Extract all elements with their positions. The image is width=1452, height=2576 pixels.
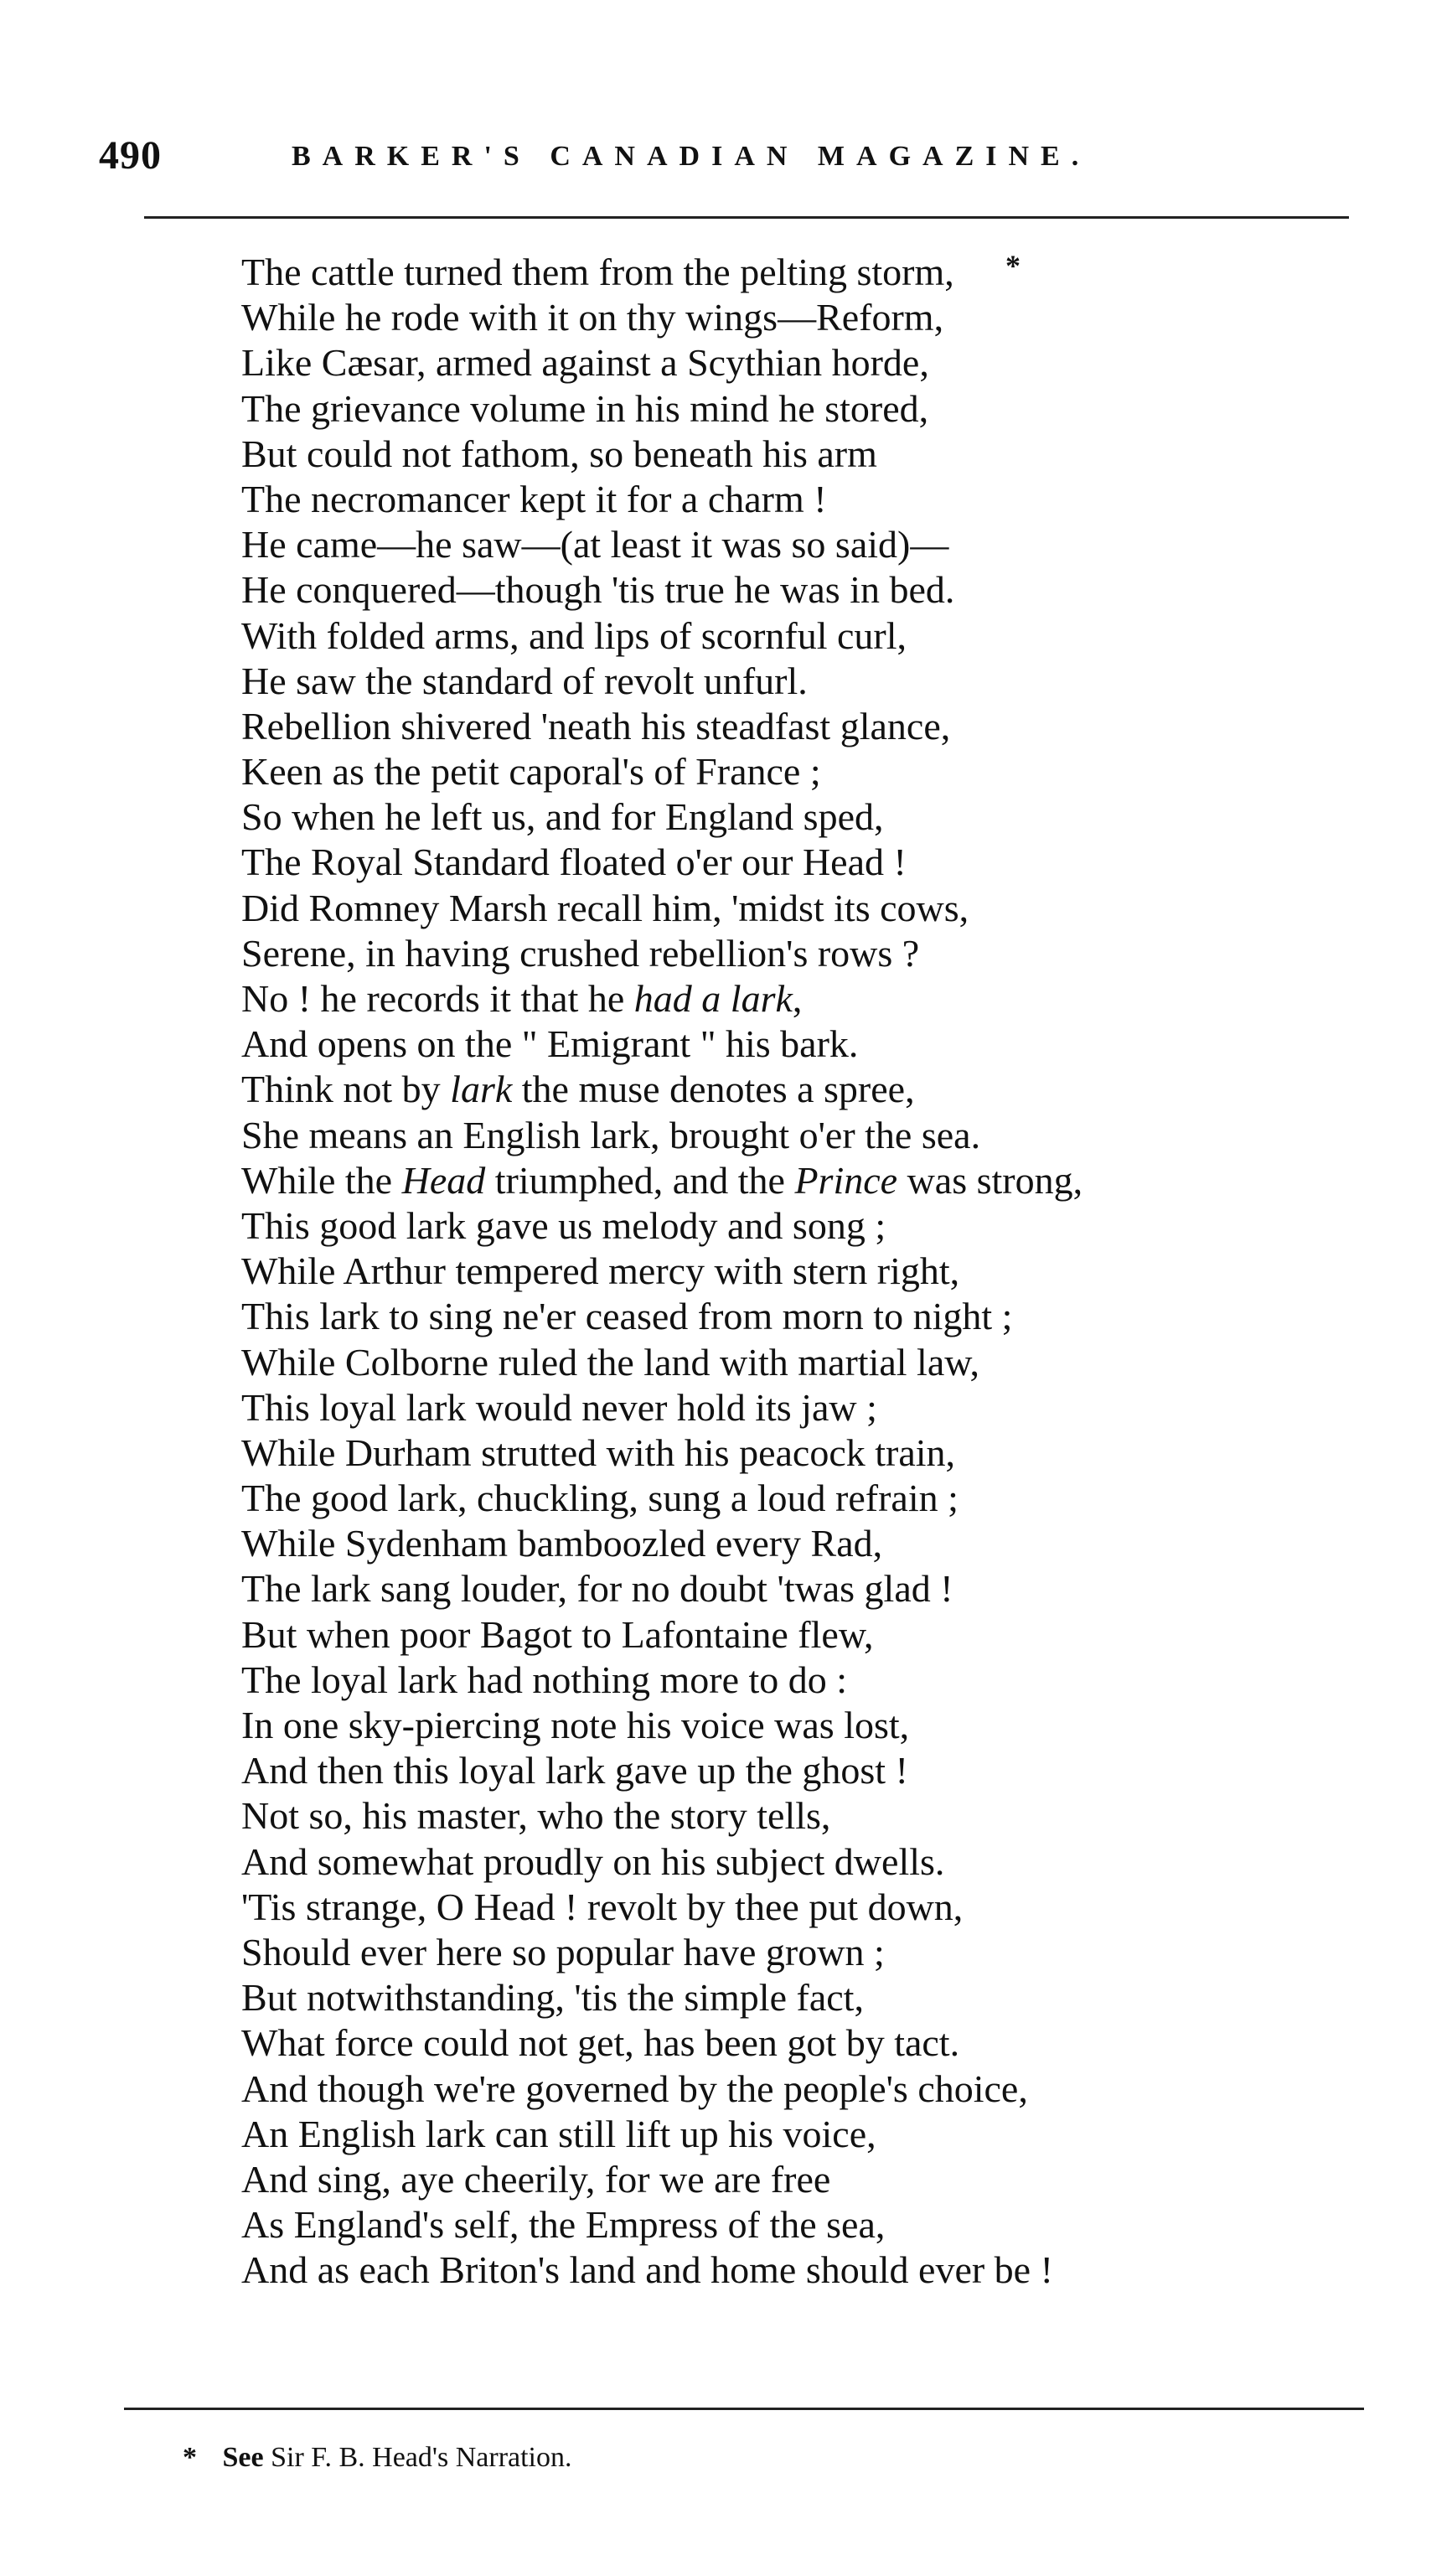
line-text: triumphed, and the (485, 1158, 795, 1202)
poem-line: The loyal lark had nothing more to do : (241, 1658, 848, 1701)
poem-line: The lark sang louder, for no doubt 'twas glad ! (241, 1567, 953, 1611)
poem-line: This good lark gave us melody and song ; (241, 1203, 886, 1247)
poem-line: What force could not get, has been got by tact. (241, 2021, 960, 2065)
poem-line: And sing, aye cheerily, for we are free (241, 2157, 831, 2201)
footnote-reference-mark: * (1005, 249, 1021, 282)
poem-line: He conquered—though 'tis true he was in bed. (241, 568, 955, 612)
poem-line: So when he left us, and for England sped, (241, 795, 884, 839)
line-text: Think not by (241, 1068, 451, 1111)
footnote-rule (124, 2408, 1364, 2410)
poem-line: The grievance volume in his mind he stored, (241, 386, 929, 430)
poem-line: And as each Briton's land and home should ever be ! (241, 2248, 1053, 2292)
italic-text: had a lark (633, 977, 793, 1020)
poem-line: With folded arms, and lips of scornful curl, (241, 613, 907, 657)
poem-line: He saw the standard of revolt unfurl. (241, 659, 808, 702)
line-text: the muse denotes a spree, (512, 1068, 915, 1111)
poem-line: And opens on the " Emigrant " his bark. (241, 1022, 859, 1066)
poem-line: An English lark can still lift up his voice, (241, 2112, 876, 2155)
poem-line: As England's self, the Empress of the sea, (241, 2203, 886, 2247)
poem-line: The good lark, chuckling, sung a loud refrain ; (241, 1477, 959, 1520)
italic-text: lark (450, 1068, 513, 1111)
footnote-see: See (222, 2442, 264, 2473)
poem-line: She means an English lark, brought o'er the sea. (241, 1113, 981, 1156)
poem-line (241, 1158, 1381, 1203)
poem-line: And though we're governed by the people's choice, (241, 2066, 1028, 2110)
poem-line: Keen as the petit caporal's of France ; (241, 750, 821, 794)
poem-line: Not so, his master, who the story tells, (241, 1794, 831, 1838)
poem-line: Should ever here so popular have grown ; (241, 1930, 885, 1973)
poem-line: Rebellion shivered 'neath his steadfast glance, (241, 704, 951, 747)
poem-line: Serene, in having crushed rebellion's rows ? (241, 931, 920, 975)
page-header (99, 132, 1356, 183)
page-number: 490 (99, 133, 162, 178)
running-head: BARKER'S CANADIAN MAGAZINE. (292, 141, 1091, 172)
footnote (183, 2442, 572, 2474)
poem-line: But notwithstanding, 'tis the simple fact, (241, 1976, 864, 2020)
poem-line: While he rode with it on thy wings—Reform, (241, 296, 944, 339)
poem-line: This lark to sing ne'er ceased from morn to night ; (241, 1295, 1013, 1338)
poem-line: The Royal Standard floated o'er our Head ! (241, 841, 907, 884)
footnote-mark: * (183, 2442, 197, 2473)
poem-line: While Colborne ruled the land with martial law, (241, 1340, 979, 1384)
italic-text: Prince (794, 1158, 898, 1202)
header-rule (144, 216, 1349, 219)
poem-line: And then this loyal lark gave up the ghost ! (241, 1749, 908, 1792)
poem-line: Did Romney Marsh recall him, 'midst its cows, (241, 886, 969, 929)
poem-line: But could not fathom, so beneath his arm (241, 432, 877, 475)
line-text: was strong, (897, 1158, 1083, 1202)
line-text: No ! he records it that he (241, 977, 634, 1020)
poem-line: He came—he saw—(at least it was so said)— (241, 523, 949, 566)
italic-text: Head (401, 1158, 486, 1202)
poem-line: Like Cæsar, armed against a Scythian horde, (241, 341, 929, 385)
poem-line: While Durham strutted with his peacock train, (241, 1430, 956, 1474)
poem-line: And somewhat proudly on his subject dwells. (241, 1839, 945, 1883)
line-text: , (792, 977, 803, 1020)
poem-line (241, 976, 1381, 1022)
poem-line: While Sydenham bamboozled every Rad, (241, 1522, 883, 1565)
poem-line: The cattle turned them from the pelting storm, (241, 251, 954, 293)
poem-line: While Arthur tempered mercy with stern right, (241, 1249, 960, 1293)
poem-line: The necromancer kept it for a charm ! (241, 477, 827, 520)
line-text: While the (241, 1158, 402, 1202)
footnote-text: Sir F. B. Head's Narration. (271, 2442, 572, 2473)
poem-line: But when poor Bagot to Lafontaine flew, (241, 1612, 874, 1656)
poem (241, 250, 1381, 2293)
poem-line: 'Tis strange, O Head ! revolt by thee put down, (241, 1885, 964, 1928)
poem-line: This loyal lark would never hold its jaw ; (241, 1385, 877, 1429)
poem-line (241, 1067, 1381, 1112)
poem-line: In one sky-piercing note his voice was lost, (241, 1704, 910, 1746)
